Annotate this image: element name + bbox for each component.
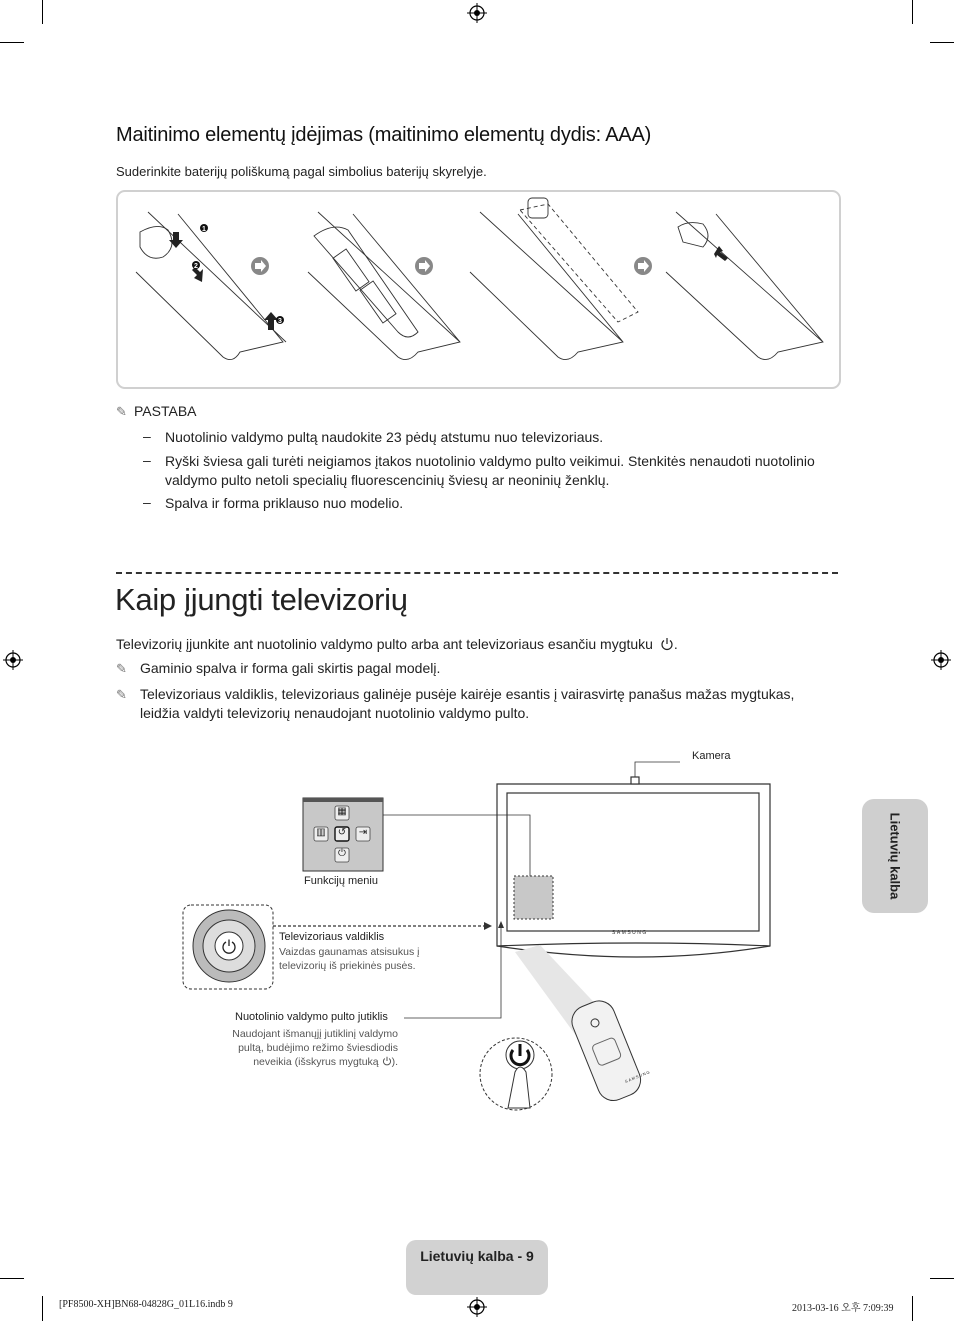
camera-label: Kamera <box>692 750 731 762</box>
note-item: Ryški šviesa gali turėti neigiamos įtakos nuotolinio valdymo pulto veikimui. Stenkitės nenaudoti nuotolinio valdymo pulto netoli specialių fluorescencinių šviesų ar neoninių ženklų. <box>165 453 815 488</box>
battery-intro: Suderinkite baterijų poliškumą pagal simbolius baterijų skyrelyje. <box>116 164 487 179</box>
registration-mark-icon <box>931 650 951 670</box>
crop-mark <box>42 0 43 24</box>
function-menu-label: Funkcijų meniu <box>304 875 378 887</box>
note-dash: – <box>143 452 151 468</box>
note-line <box>116 685 134 704</box>
tv-brand: SAMSUNG <box>612 930 648 936</box>
controller-desc: Vaizdas gaunamas atsisukus į televizorių iš priekinės pusės. <box>279 946 420 972</box>
registration-mark-icon <box>467 3 487 23</box>
sensor-label: Nuotolinio valdymo pulto jutiklis <box>235 1011 388 1023</box>
note-heading: ✎ PASTABA <box>116 403 197 419</box>
language-side-tab: Lietuvių kalba <box>862 799 928 913</box>
footer-file: [PF8500-XH]BN68-04828G_01L16.indb 9 <box>59 1299 233 1310</box>
page-number-tab: Lietuvių kalba - 9 <box>406 1240 548 1295</box>
step-number: 2 <box>194 263 198 270</box>
registration-mark-icon <box>467 1297 487 1317</box>
note-line <box>116 659 134 678</box>
step-number: 3 <box>278 318 282 325</box>
power-icon <box>660 637 674 651</box>
crop-mark <box>42 1296 43 1321</box>
source-icon: ⇥ <box>358 827 368 838</box>
crop-mark <box>0 42 24 43</box>
crop-mark <box>912 0 913 24</box>
note-pencil-icon: ✎ <box>116 661 127 676</box>
sensor-desc: Naudojant išmanųjį jutiklinį valdymo pultą, budėjimo režimo šviesdiodis neveikia (išskyrus mygtuką ). <box>232 1028 398 1068</box>
battery-illustration <box>116 190 841 389</box>
note-dash: – <box>143 494 151 510</box>
media-icon: ▥ <box>316 827 326 838</box>
tv-diagram <box>0 740 860 1120</box>
crop-mark <box>912 1296 913 1321</box>
arrow-right-circle-icon <box>415 257 433 275</box>
power-icon <box>221 938 237 954</box>
section-divider <box>116 572 838 574</box>
power-icon: ⏻ <box>338 848 346 859</box>
settings-menu-icon: ▦ <box>337 806 347 817</box>
page-title: Kaip įjungti televizorių <box>115 582 408 617</box>
section-title-batteries: Maitinimo elementų įdėjimas (maitinimo elementų dydis: AAA) <box>116 124 652 146</box>
return-icon: ↺ <box>337 827 347 838</box>
note-pencil-icon: ✎ <box>116 687 127 702</box>
crop-mark <box>930 42 954 43</box>
crop-mark <box>0 1278 24 1279</box>
remote-brand: SAMSUNG <box>624 1069 652 1084</box>
note-item: Spalva ir forma priklauso nuo modelio. <box>165 495 404 511</box>
arrow-right-circle-icon <box>251 257 269 275</box>
step-number: 1 <box>202 226 206 233</box>
product-note: Gaminio spalva ir forma gali skirtis pagal modelį. <box>140 660 441 676</box>
power-icon <box>382 1056 392 1066</box>
arrow-right-circle-icon <box>634 257 652 275</box>
footer-datetime: 2013-03-16 오후 7:09:39 <box>792 1303 894 1314</box>
registration-mark-icon <box>3 650 23 670</box>
note-dash: – <box>143 428 151 444</box>
power-intro: Televizorių įjunkite ant nuotolinio valdymo pulto arba ant televizoriaus esančiu mygtuku . <box>116 636 678 652</box>
note-pencil-icon: ✎ <box>116 404 127 419</box>
note-item: Nuotolinio valdymo pultą naudokite 23 pėdų atstumu nuo televizoriaus. <box>165 429 604 445</box>
crop-mark <box>930 1278 954 1279</box>
controller-note: Televizoriaus valdiklis, televizoriaus galinėje pusėje kairėje esantis į vairasvirtę panašus mažas mygtukas, leidžia valdyti televizorių nenaudojant nuotolinio valdymo pulto. <box>140 686 795 721</box>
controller-label: Televizoriaus valdiklis <box>279 931 385 943</box>
